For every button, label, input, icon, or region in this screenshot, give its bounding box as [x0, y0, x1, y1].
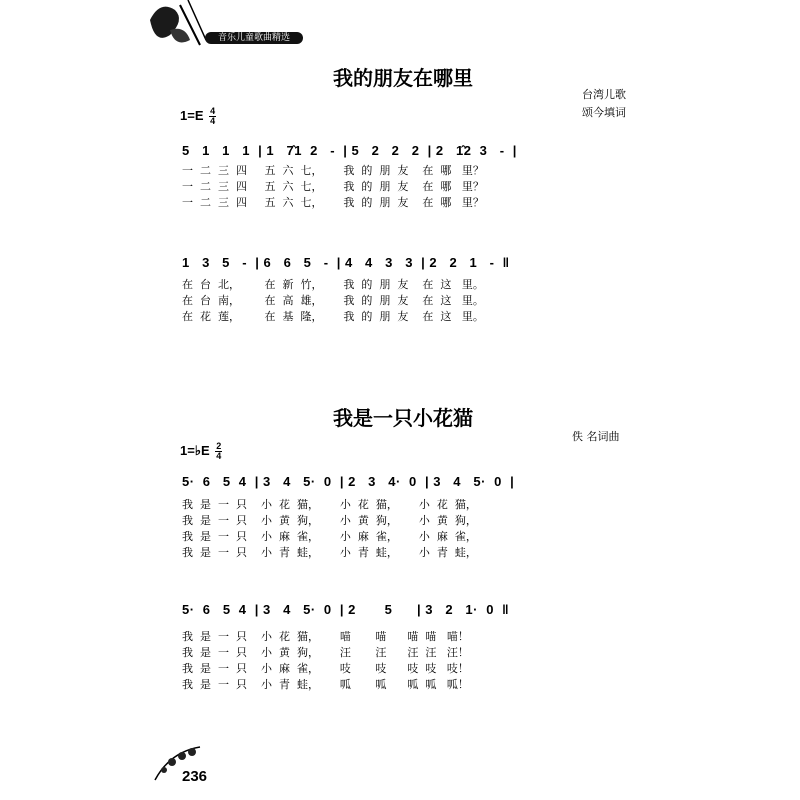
song1-system1-notes: 5 1 1 1 | 1 7̂1 2 - | 5 2 2 2 | 2 1̂2 3 - |: [182, 143, 517, 158]
song1-time-signature: $\frac{4}{4}$: [210, 106, 216, 126]
song2-system2-lyric-1: 我 是 一 只 小 花 猫， 喵 喵 喵 喵 喵！: [182, 630, 469, 643]
song2-system2-lyric-2: 我 是 一 只 小 黄 狗， 汪 汪 汪 汪 汪！: [182, 646, 469, 659]
song2-system1-lyric-3: 我 是 一 只 小 麻 雀， 小 麻 雀， 小 麻 雀，: [182, 530, 477, 543]
song2-title: 我是一只小花猫: [333, 406, 473, 430]
song1-system2-lyric-3: 在 花 莲， 在 基 隆， 我 的 朋 友 在 这 里。: [182, 310, 484, 323]
song2-system2-notes: 5· 6 5 4 | 3 4 5· 0 | 2 5 | 3 2 1· 0 ‖: [182, 602, 510, 617]
song1-system2-lyric-1: 在 台 北， 在 新 竹， 我 的 朋 友 在 这 里。: [182, 278, 484, 291]
song2-system1-lyric-4: 我 是 一 只 小 青 蛙， 小 青 蛙， 小 青 蛙，: [182, 546, 477, 559]
page-number: 236: [182, 768, 208, 785]
song1-title: 我的朋友在哪里: [333, 66, 473, 90]
song1-key-signature: 1=E $\frac{4}{4}$: [180, 106, 216, 126]
song1-system1-lyric-1: 一 二 三 四 五 六 七， 我 的 朋 友 在 哪 里？: [182, 164, 484, 177]
song2-key-signature: 1=♭E $\frac{2}{4}$: [180, 441, 222, 461]
song2-system1-notes: 5· 6 5 4 | 3 4 5· 0 | 2 3 4· 0 | 3 4 5· 0 |: [182, 474, 515, 489]
song2-time-signature: $\frac{2}{4}$: [216, 441, 222, 461]
header-badge: 音乐儿童歌曲精选: [205, 32, 303, 44]
song2-system2-lyric-3: 我 是 一 只 小 麻 雀， 吱 吱 吱 吱 吱！: [182, 662, 469, 675]
song2-system1-lyric-2: 我 是 一 只 小 黄 狗， 小 黄 狗， 小 黄 狗，: [182, 514, 477, 527]
song2-system2-lyric-4: 我 是 一 只 小 青 蛙， 呱 呱 呱 呱 呱！: [182, 678, 469, 691]
song1-system1-lyric-2: 一 二 三 四 五 六 七， 我 的 朋 友 在 哪 里？: [182, 180, 484, 193]
song2-credit: 佚 名词曲: [572, 430, 620, 443]
song1-system1-lyric-3: 一 二 三 四 五 六 七， 我 的 朋 友 在 哪 里？: [182, 196, 484, 209]
flower-ornament-icon: [140, 0, 210, 50]
song1-system2-lyric-2: 在 台 南， 在 高 雄， 我 的 朋 友 在 这 里。: [182, 294, 484, 307]
song2-system1-lyric-1: 我 是 一 只 小 花 猫， 小 花 猫， 小 花 猫，: [182, 498, 477, 511]
song1-system2-notes: 1 3 5 - | 6 6 5 - | 4 4 3 3 | 2 2 1 - ‖: [182, 255, 510, 270]
song1-origin: 台湾儿歌: [582, 88, 626, 101]
song1-lyricist: 颂今填词: [582, 106, 626, 119]
